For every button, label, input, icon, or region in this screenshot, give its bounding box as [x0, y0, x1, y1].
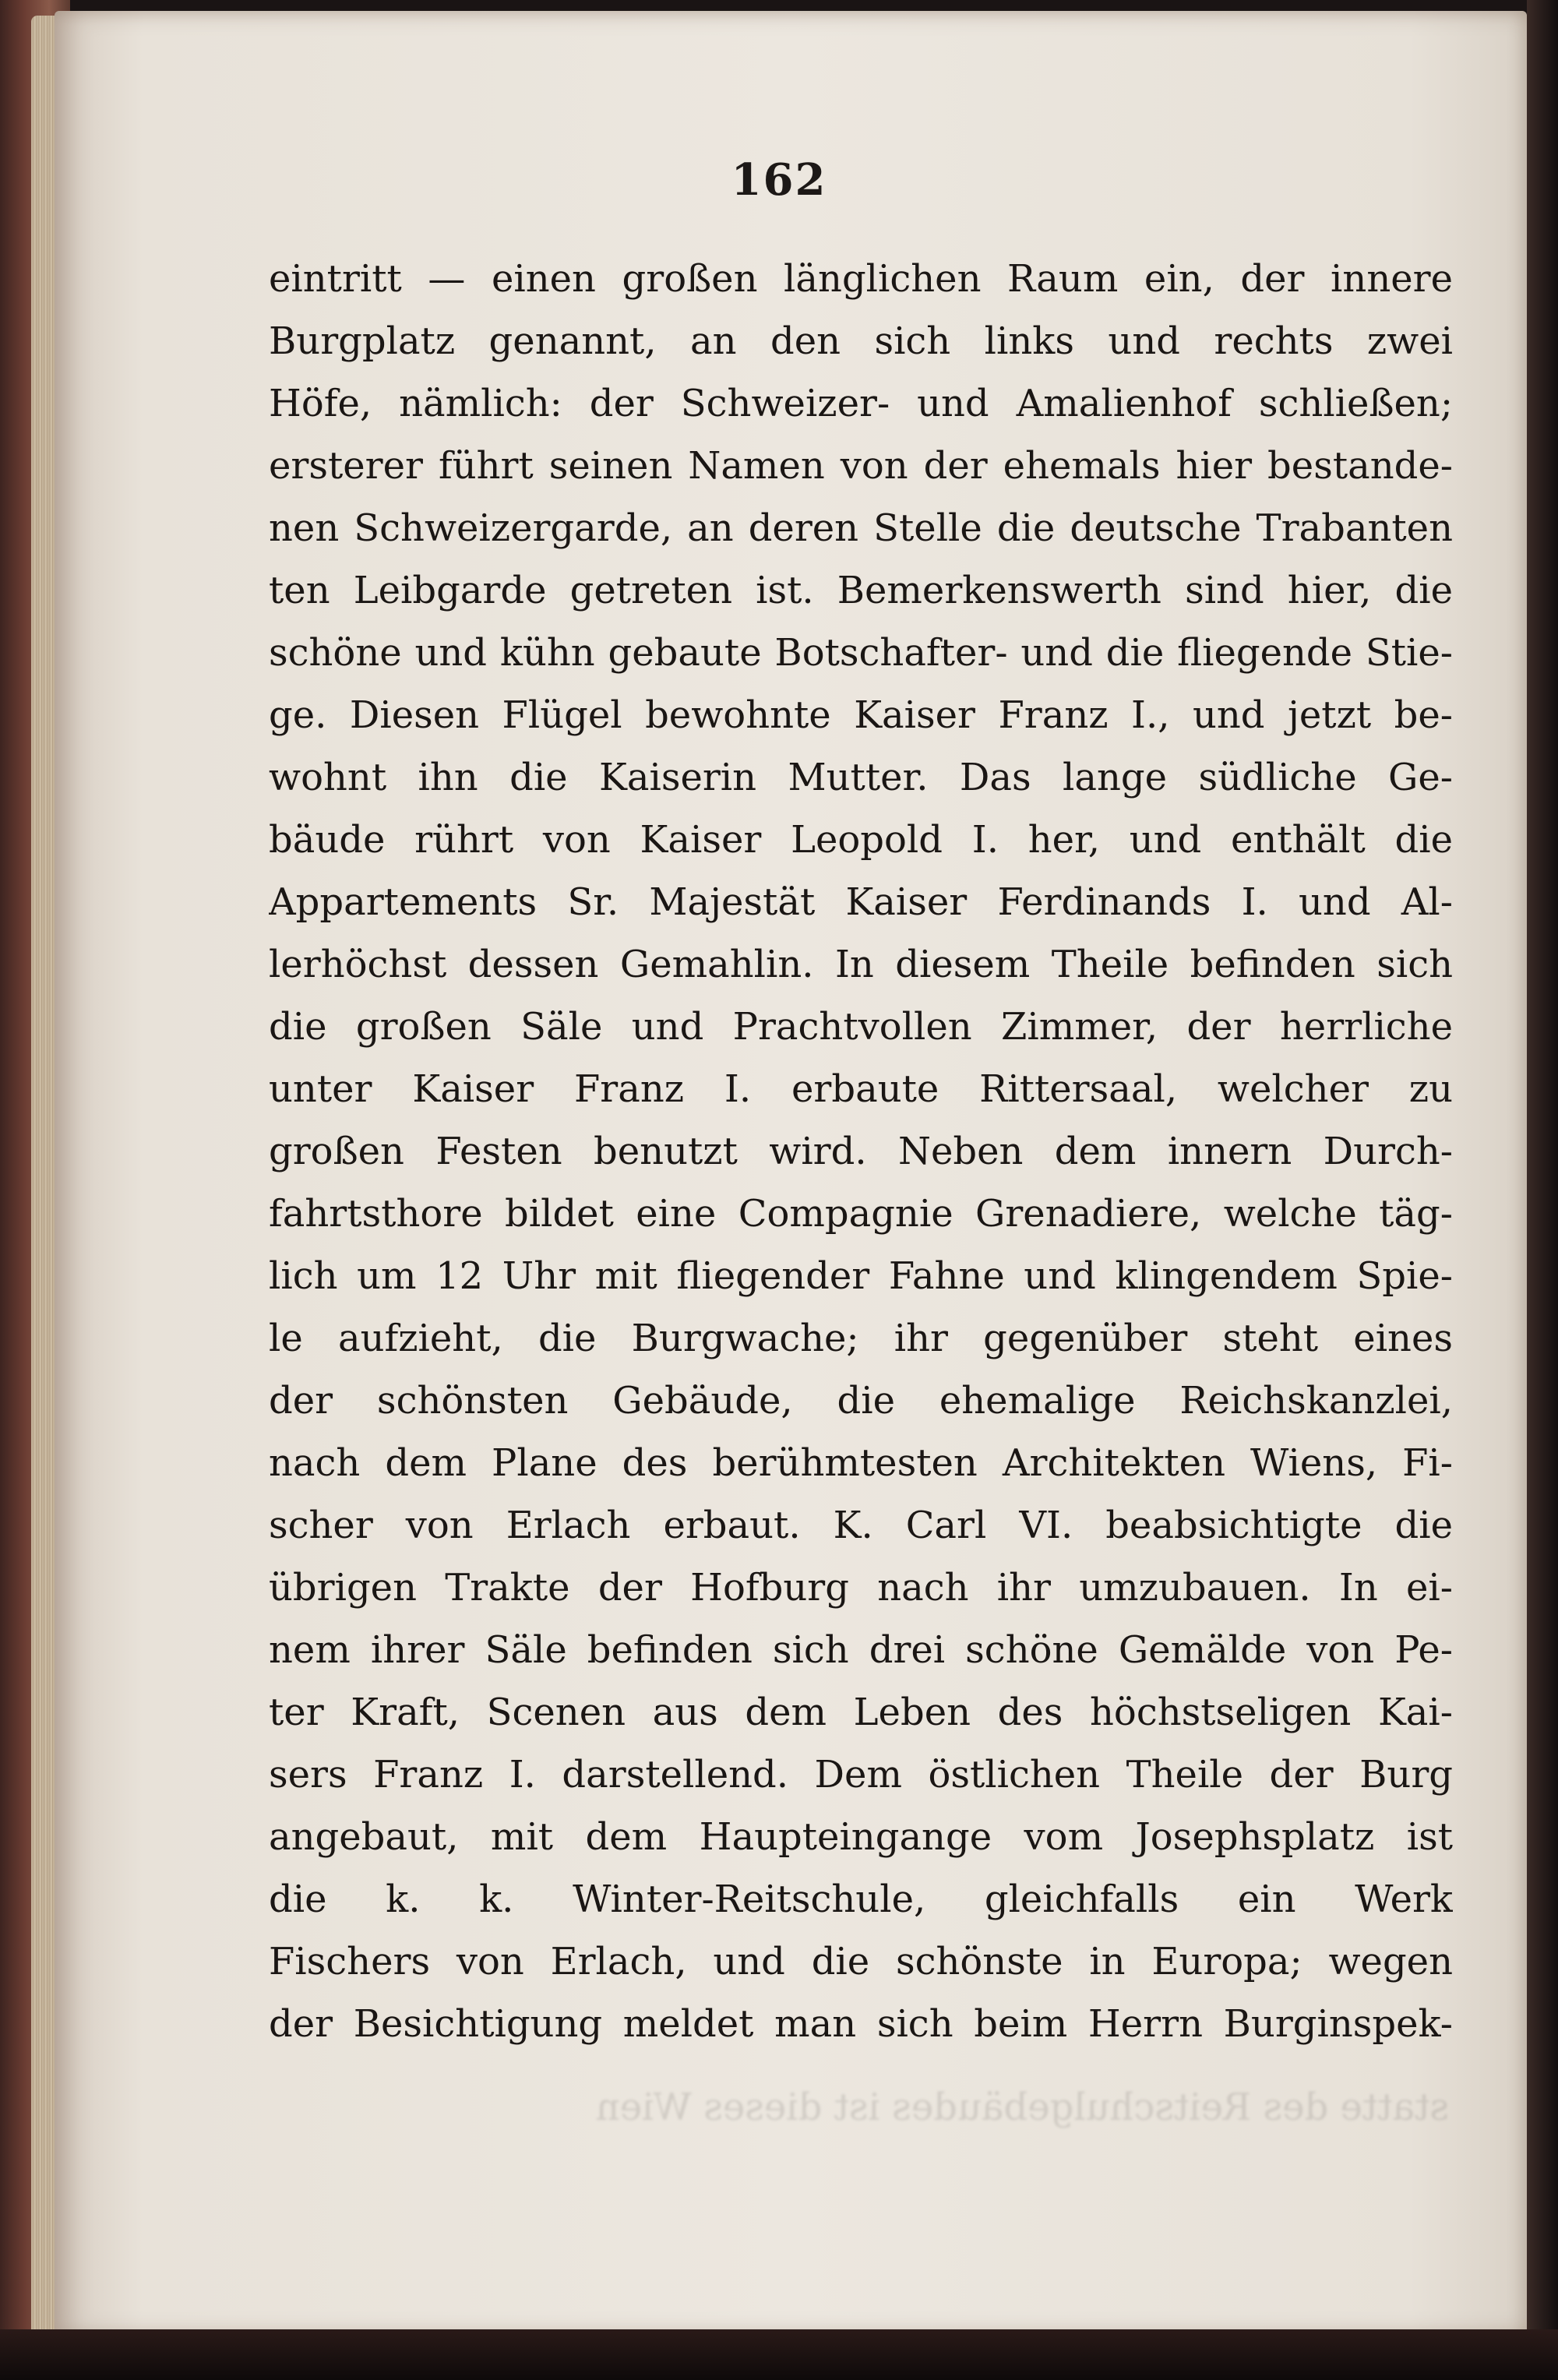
text-line: ge. Diesen Flügel bewohnte Kaiser Franz I., und jetzt be-: [269, 693, 1453, 737]
text-line: die k. k. Winter-Reitschule, gleichfalls ein Werk: [269, 1878, 1453, 1921]
text-line: der Besichtigung meldet man sich beim Herrn Burginspek-: [269, 2002, 1453, 2046]
text-line: nem ihrer Säle befinden sich drei schöne Gemälde von Pe-: [269, 1628, 1453, 1672]
text-line: fahrtsthore bildet eine Compagnie Grenadiere, welche täg-: [269, 1192, 1453, 1236]
text-line: lich um 12 Uhr mit fliegender Fahne und klingendem Spie-: [269, 1254, 1453, 1298]
body-text: [269, 248, 1453, 2055]
text-line: schöne und kühn gebaute Botschafter- und die fliegende Stie-: [269, 631, 1453, 675]
text-line: die großen Säle und Prachtvollen Zimmer, der herrliche: [269, 1005, 1453, 1049]
text-line: angebaut, mit dem Haupteingange vom Josephsplatz ist: [269, 1815, 1453, 1859]
text-line: der schönsten Gebäude, die ehemalige Reichskanzlei,: [269, 1379, 1453, 1423]
text-line: nach dem Plane des berühmtesten Architekten Wiens, Fi-: [269, 1441, 1453, 1485]
text-line: Höfe, nämlich: der Schweizer- und Amalienhof schließen;: [269, 382, 1453, 425]
text-line: eintritt — einen großen länglichen Raum ein, der innere: [269, 257, 1453, 301]
text-line: unter Kaiser Franz I. erbaute Rittersaal, welcher zu: [269, 1067, 1453, 1111]
text-line: le aufzieht, die Burgwache; ihr gegenüber steht eines: [269, 1317, 1453, 1360]
scan-border-right: [1527, 0, 1558, 2380]
text-line: bäude rührt von Kaiser Leopold I. her, und enthält die: [269, 818, 1453, 862]
text-line: übrigen Trakte der Hofburg nach ihr umzubauen. In ei-: [269, 1566, 1453, 1610]
page-number: 162: [731, 154, 827, 206]
text-line: Appartements Sr. Majestät Kaiser Ferdinands I. und Al-: [269, 880, 1453, 924]
text-line: ten Leibgarde getreten ist. Bemerkenswerth sind hier, die: [269, 569, 1453, 612]
text-line: sers Franz I. darstellend. Dem östlichen Theile der Burg: [269, 1753, 1453, 1796]
text-line: lerhöchst dessen Gemahlin. In diesem Theile befinden sich: [269, 943, 1453, 986]
text-line: Burgplatz genannt, an den sich links und rechts zwei: [269, 319, 1453, 363]
text-line: nen Schweizergarde, an deren Stelle die deutsche Trabanten: [269, 506, 1453, 550]
text-line: scher von Erlach erbaut. K. Carl VI. beabsichtigte die: [269, 1504, 1453, 1547]
text-line: wohnt ihn die Kaiserin Mutter. Das lange südliche Ge-: [269, 756, 1453, 799]
scan-border-bottom: [0, 2329, 1558, 2380]
bleed-through-text: statte des Reitschulgebäudes ist dieses Wien: [595, 2086, 1449, 2129]
text-line: Fischers von Erlach, und die schönste in Europa; wegen: [269, 1940, 1453, 1983]
text-line: ersterer führt seinen Namen von der ehemals hier bestande-: [269, 444, 1453, 488]
text-line: großen Festen benutzt wird. Neben dem innern Durch-: [269, 1130, 1453, 1173]
text-line: ter Kraft, Scenen aus dem Leben des höchstseligen Kai-: [269, 1691, 1453, 1734]
